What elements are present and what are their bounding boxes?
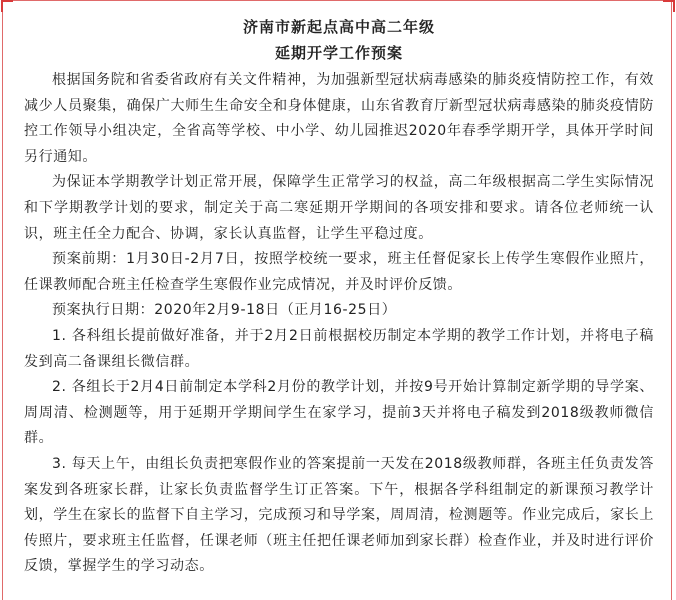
paragraph-item-2: 2. 各组长于2月4日前制定本学科2月份的教学计划，并按9号开始计算制定新学期的导学案、周周清、检测题等，用于延期开学期间学生在家学习，提前3天并将电子稿发到2018级教师微信群。 — [24, 379, 654, 447]
paragraph-early-phase: 预案前期：1月30日-2月7日，按照学校统一要求，班主任督促家长上传学生寒假作业照片，任课教师配合班主任检查学生寒假作业完成情况，并及时评价反馈。 — [24, 251, 654, 293]
paragraph-execution-dates: 预案执行日期：2020年2月9-18日（正月16-25日） — [52, 302, 397, 319]
frame-corner-top-left — [1, 0, 13, 12]
paragraph-item-1: 1. 各科组长提前做好准备，并于2月2日前根据校历制定本学期的教学工作计划，并将电子稿发到高二备课组长微信群。 — [24, 327, 654, 370]
document-title: 济南市新起点高中高二年级 — [242, 18, 435, 36]
paragraph-intro: 根据国务院和省委省政府有关文件精神，为加强新型冠状病毒感染的肺炎疫情防控工作，有效减少人员聚集，确保广大师生生命安全和身体健康，山东省教育厅新型冠状病毒感染的肺炎疫情防控工作领导小组决定，全省高等学校、中小学、幼儿园推迟2020年春季学期开学，具体开学时间另行通知。 — [24, 72, 654, 165]
paragraph-purpose: 为保证本学期教学计划正常开展，保障学生正常学习的权益，高二年级根据高二学生实际情况和下学期教学计划的要求，制定关于高二寒延期开学期间的各项安排和要求。请各位老师统一认识，班主任全力配合、协调，家长认真监督，让学生平稳过度。 — [24, 174, 654, 242]
paragraph-item-3: 3. 每天上午，由组长负责把寒假作业的答案提前一天发在2018级教师群，各班主任负责发答案发到各班家长群，让家长负责监督学生订正答案。下午，根据各学科组制定的新课预习教学计划，学生在家长的监督下自主学习，完成预习和导学案，周周清，检测题等。作业完成后，家长上传照片，要求班主任监督，任课老师（班主任把任课老师加到家长群）检查作业，并及时进行评价反馈，掌握学生的学习动态。 — [24, 455, 654, 575]
document-subtitle: 延期开学工作预案 — [274, 44, 403, 62]
frame-corner-top-right — [663, 0, 675, 12]
document-body — [24, 14, 654, 580]
